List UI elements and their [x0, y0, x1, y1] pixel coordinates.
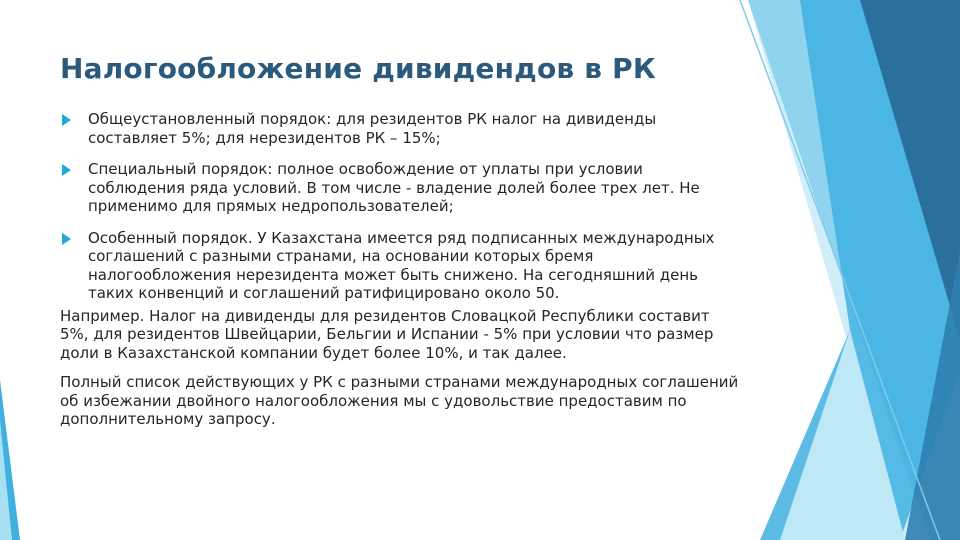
bullet-item [60, 229, 740, 303]
bullet-text: Особенный порядок. У Казахстана имеется ряд подписанных международных соглашений с разными странами, на основании которых бремя налогообложения нерезидента может быть снижено. На сегодняшний день таких конвенций и соглашений ратифицировано около 50. [88, 228, 715, 302]
bullet-text: Общеустановленный порядок: для резидентов РК налог на дивиденды составляет 5%; для нерезидентов РК – 15%; [88, 110, 657, 147]
slide-title: Налогообложение дивидендов в РК [60, 52, 656, 85]
triangle-bullet-icon [62, 233, 71, 245]
bullet-text: Специальный порядок: полное освобождение от уплаты при условии соблюдения ряда условий. В том числе - владение долей более трех лет. Не применимо для прямых недропользователей; [88, 160, 700, 215]
triangle-bullet-icon [62, 164, 71, 176]
bullet-item [60, 160, 740, 216]
closing-paragraph: Полный список действующих у РК с разными странами международных соглашений об избежании двойного налогообложения мы с удовольствие предоставим по дополнительному запросу. [60, 373, 739, 428]
example-paragraph: Например. Налог на дивиденды для резидентов Словацкой Республики составит 5%, для резидентов Швейцарии, Бельгии и Испании - 5% при условии что размер доли в Казахстанской компании будет более 10%, и так далее. [60, 306, 714, 362]
slide-content [60, 110, 740, 440]
triangle-bullet-icon [62, 114, 71, 126]
bullet-item [60, 110, 740, 147]
